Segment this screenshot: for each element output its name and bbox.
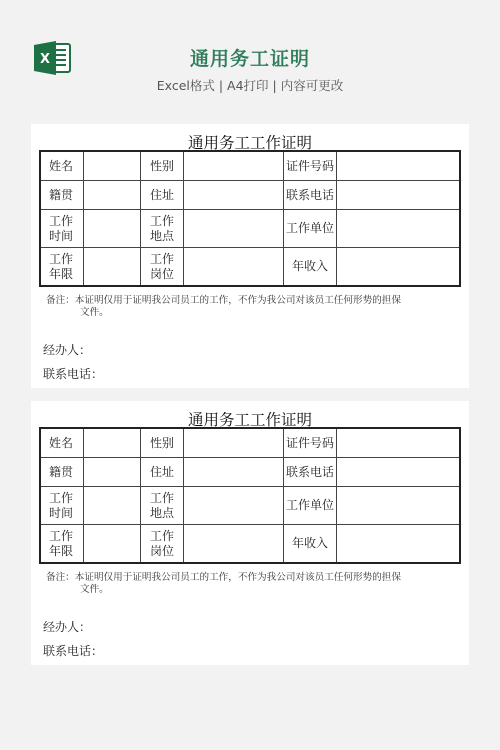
value-name[interactable]	[84, 429, 141, 458]
label-line: 工作	[149, 251, 174, 266]
value-position[interactable]	[184, 248, 284, 286]
table-row	[41, 152, 460, 181]
label-line: 工作	[149, 490, 174, 505]
label-position	[141, 248, 184, 286]
label-line: 工作	[49, 528, 74, 543]
label-address: 住址	[141, 181, 184, 210]
value-phone[interactable]	[337, 458, 460, 487]
contact-phone-label: 联系电话：	[43, 367, 104, 381]
value-work-place[interactable]	[184, 210, 284, 248]
label-name: 姓名	[41, 152, 84, 181]
certificate-form-2	[31, 401, 469, 665]
table-row	[41, 458, 460, 487]
page-header	[0, 0, 500, 110]
value-annual-income[interactable]	[337, 525, 460, 563]
value-address[interactable]	[184, 458, 284, 487]
note-line: 文件。	[80, 307, 109, 318]
value-id-number[interactable]	[337, 152, 460, 181]
agent-label: 经办人：	[43, 343, 92, 357]
form-table	[40, 151, 460, 286]
page-title: 通用务工证明	[189, 48, 310, 70]
label-native-place: 籍贯	[41, 458, 84, 487]
value-id-number[interactable]	[337, 429, 460, 458]
value-position[interactable]	[184, 525, 284, 563]
form-table	[40, 428, 460, 563]
label-work-years	[41, 248, 84, 286]
value-work-years[interactable]	[84, 525, 141, 563]
table-row	[41, 210, 460, 248]
label-gender: 性别	[141, 429, 184, 458]
value-work-years[interactable]	[84, 248, 141, 286]
label-line: 年限	[49, 543, 74, 558]
form-title: 通用务工工作证明	[187, 411, 312, 429]
label-annual-income: 年收入	[284, 525, 337, 563]
label-name: 姓名	[41, 429, 84, 458]
table-row	[41, 487, 460, 525]
label-id-number: 证件号码	[284, 429, 337, 458]
label-address: 住址	[141, 458, 184, 487]
value-gender[interactable]	[184, 152, 284, 181]
certificate-form-1	[31, 124, 469, 388]
table-row	[41, 181, 460, 210]
page-subtitle: Excel格式 | A4打印 | 内容可更改	[156, 78, 344, 93]
value-work-time[interactable]	[84, 487, 141, 525]
value-work-time[interactable]	[84, 210, 141, 248]
value-native-place[interactable]	[84, 181, 141, 210]
label-line: 时间	[49, 505, 74, 520]
form-note	[46, 295, 461, 319]
label-annual-income: 年收入	[284, 248, 337, 286]
value-employer[interactable]	[337, 210, 460, 248]
agent-label: 经办人：	[43, 620, 92, 634]
value-name[interactable]	[84, 152, 141, 181]
label-line: 地点	[149, 505, 174, 520]
form-title: 通用务工工作证明	[187, 134, 312, 152]
label-work-years	[41, 525, 84, 563]
value-gender[interactable]	[184, 429, 284, 458]
value-work-place[interactable]	[184, 487, 284, 525]
note-line: 文件。	[80, 584, 109, 595]
form-note	[46, 572, 461, 596]
label-line: 地点	[149, 228, 174, 243]
label-phone: 联系电话	[284, 458, 337, 487]
label-line: 工作	[49, 490, 74, 505]
label-line: 工作	[49, 251, 74, 266]
table-row	[41, 248, 460, 286]
label-line: 工作	[149, 213, 174, 228]
label-employer: 工作单位	[284, 487, 337, 525]
note-line: 备注：本证明仅用于证明我公司员工的工作，不作为我公司对该员工任何形势的担保	[46, 572, 401, 583]
contact-phone-label: 联系电话：	[43, 644, 104, 658]
label-id-number: 证件号码	[284, 152, 337, 181]
label-native-place: 籍贯	[41, 181, 84, 210]
label-work-time	[41, 210, 84, 248]
value-annual-income[interactable]	[337, 248, 460, 286]
label-work-time	[41, 487, 84, 525]
label-position	[141, 525, 184, 563]
value-address[interactable]	[184, 181, 284, 210]
table-row	[41, 429, 460, 458]
label-work-place	[141, 487, 184, 525]
label-work-place	[141, 210, 184, 248]
label-line: 岗位	[149, 266, 174, 281]
label-line: 工作	[149, 528, 174, 543]
value-employer[interactable]	[337, 487, 460, 525]
value-native-place[interactable]	[84, 458, 141, 487]
table-row	[41, 525, 460, 563]
label-phone: 联系电话	[284, 181, 337, 210]
label-employer: 工作单位	[284, 210, 337, 248]
svg-text:X: X	[39, 52, 51, 67]
label-gender: 性别	[141, 152, 184, 181]
label-line: 工作	[49, 213, 74, 228]
note-line: 备注：本证明仅用于证明我公司员工的工作，不作为我公司对该员工任何形势的担保	[46, 295, 401, 306]
label-line: 年限	[49, 266, 74, 281]
label-line: 时间	[49, 228, 74, 243]
value-phone[interactable]	[337, 181, 460, 210]
label-line: 岗位	[149, 543, 174, 558]
